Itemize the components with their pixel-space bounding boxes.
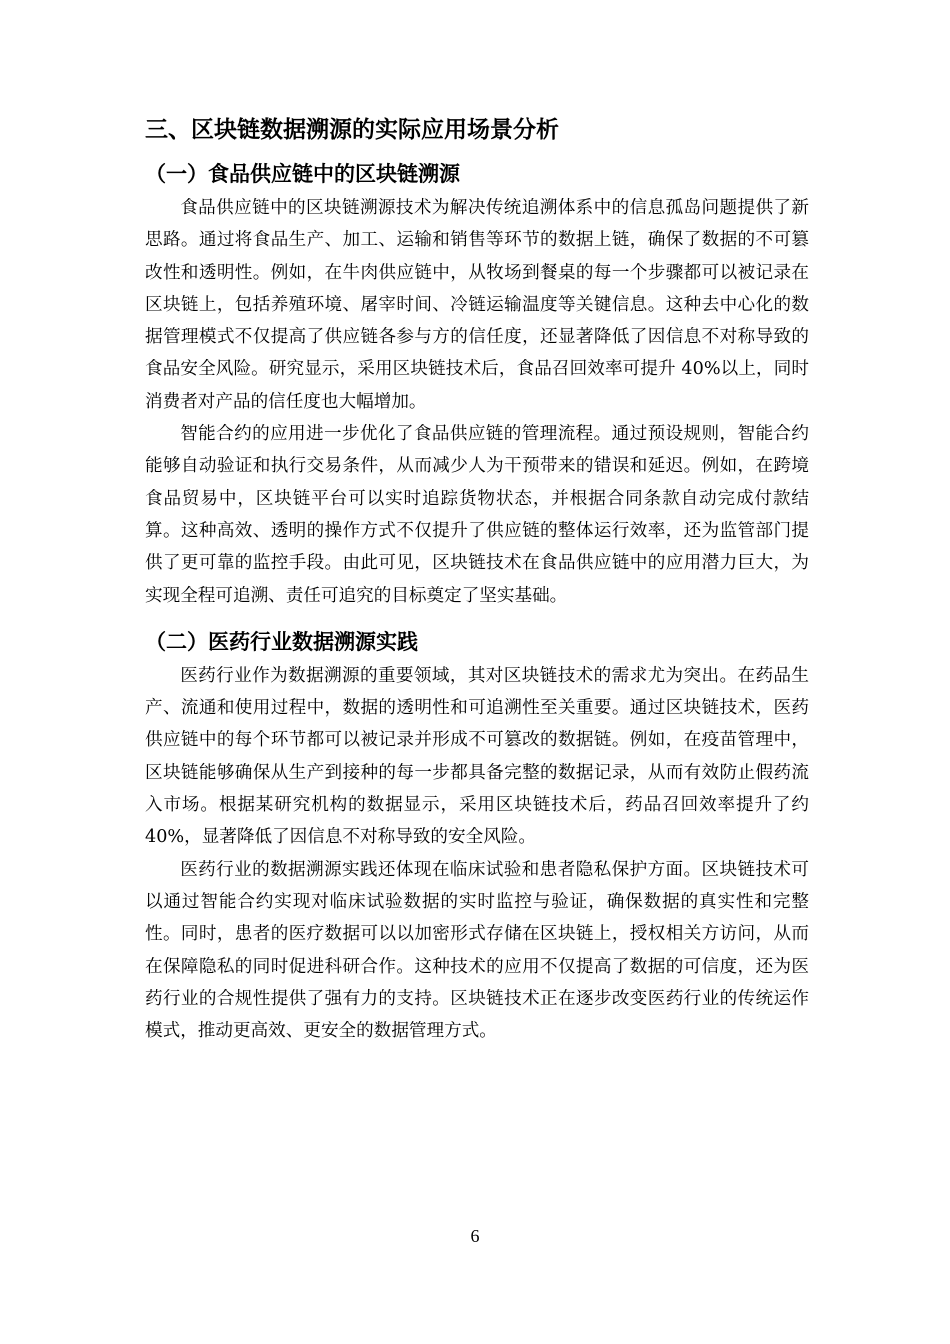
page-number: 6	[470, 1226, 480, 1246]
page-content	[145, 112, 809, 1047]
paragraph: 医药行业的数据溯源实践还体现在临床试验和患者隐私保护方面。区块链技术可以通过智能合约实现对临床试验数据的实时监控与验证，确保数据的真实性和完整性。同时，患者的医疗数据可以以加密形式存储在区块链上，授权相关方访问，从而在保障隐私的同时促进科研合作。这种技术的应用不仅提高了数据的可信度，还为医药行业的合规性提供了强有力的支持。区块链技术正在逐步改变医药行业的传统运作模式，推动更高效、更安全的数据管理方式。	[145, 859, 809, 1042]
paragraph: 智能合约的应用进一步优化了食品供应链的管理流程。通过预设规则，智能合约能够自动验证和执行交易条件，从而减少人为干预带来的错误和延迟。例如，在跨境食品贸易中，区块链平台可以实时追踪货物状态，并根据合同条款自动完成付款结算。这种高效、透明的操作方式不仅提升了供应链的整体运行效率，还为监管部门提供了更可靠的监控手段。由此可见，区块链技术在食品供应链中的应用潜力巨大，为实现全程可追溯、责任可追究的目标奠定了坚实基础。	[145, 424, 809, 606]
paragraph: 医药行业作为数据溯源的重要领域，其对区块链技术的需求尤为突出。在药品生产、流通和使用过程中，数据的透明性和可追溯性至关重要。通过区块链技术，医药供应链中的每个环节都可以被记录并形成不可篡改的数据链。例如，在疫苗管理中，区块链能够确保从生产到接种的每一步都具备完整的数据记录，从而有效防止假药流入市场。根据某研究机构的数据显示，采用区块链技术后，药品召回效率提升了约 40%，显著降低了因信息不对称导致的安全风险。	[145, 665, 809, 848]
subsection-title: （二）医药行业数据溯源实践	[145, 629, 418, 654]
section-title: 三、区块链数据溯源的实际应用场景分析	[145, 117, 559, 143]
subsection-title: （一）食品供应链中的区块链溯源	[145, 162, 460, 186]
subsection-food-supply-chain	[145, 158, 809, 612]
subsection-pharma-industry	[145, 626, 809, 1048]
paragraph: 食品供应链中的区块链溯源技术为解决传统追溯体系中的信息孤岛问题提供了新思路。通过将食品生产、加工、运输和销售等环节的数据上链，确保了数据的不可篡改性和透明性。例如，在牛肉供应链中，从牧场到餐桌的每一个步骤都可以被记录在区块链上，包括养殖环境、屠宰时间、冷链运输温度等关键信息。这种去中心化的数据管理模式不仅提高了供应链各参与方的信任度，还显著降低了因信息不对称导致的食品安全风险。研究显示，采用区块链技术后，食品召回效率可提升 40%以上，同时消费者对产品的信任度也大幅增加。	[145, 198, 809, 412]
